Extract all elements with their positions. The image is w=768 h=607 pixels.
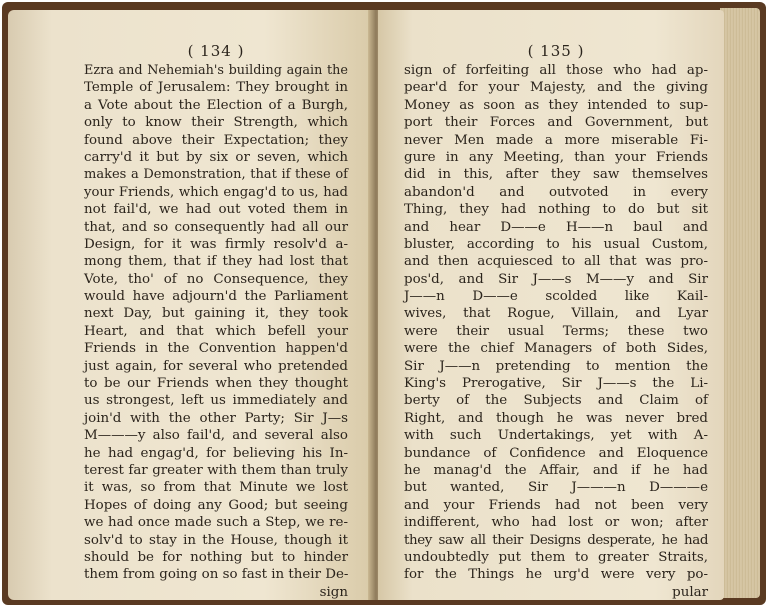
- text-line: port their Forces and Government, but: [404, 115, 708, 131]
- text-line: Hopes of doing any Good; but seeing: [84, 497, 348, 513]
- text-line: J——n D——e scolded like Kail-: [404, 289, 708, 305]
- text-line: next Day, but gaining it, they took: [84, 306, 348, 322]
- text-line: Sir J——n pretending to mention the: [404, 358, 708, 374]
- text-line: sign of forfeiting all those who had ap-: [404, 63, 708, 78]
- text-line: M———y also fail'd, and several also: [84, 428, 348, 444]
- text-line: should be for nothing but to hinder: [84, 549, 348, 565]
- text-line: only to know their Strength, which: [84, 115, 348, 131]
- text-line: we had once made such a Step, we re-: [84, 515, 348, 531]
- page-number-left: ( 134 ): [187, 42, 245, 60]
- text-line: gure in any Meeting, than your Friends: [404, 149, 708, 165]
- text-line: join'd with the other Party; Sir J—s: [84, 410, 348, 426]
- text-line: abandon'd and outvoted in every: [404, 184, 708, 200]
- text-line: us strongest, left us immediately and: [84, 393, 348, 409]
- text-line: undoubtedly put them to greater Straits,: [404, 549, 708, 565]
- right-page: [378, 10, 724, 600]
- text-line: Heart, and that which befell your: [84, 323, 348, 339]
- text-line: for the Things he urg'd were very po-: [404, 567, 708, 583]
- text-line: Vote, tho' of no Consequence, they: [84, 271, 348, 287]
- text-line: not fail'd, we had out voted them in: [84, 202, 348, 218]
- text-line: indifferent, who had lost or won; after: [404, 515, 708, 531]
- text-line: with such Undertakings, yet with A-: [404, 428, 708, 444]
- text-line: they saw all their Designs desperate, he had: [404, 532, 708, 548]
- text-line: Temple of Jerusalem: They brought in: [84, 80, 348, 96]
- text-line: wives, that Rogue, Villain, and Lyar: [404, 306, 708, 322]
- text-line: Money as soon as they intended to sup-: [404, 97, 708, 113]
- text-line: a Vote about the Election of a Burgh,: [84, 97, 348, 113]
- text-line: found above their Expectation; they: [84, 132, 348, 148]
- text-line: Right, and though he was never bred: [404, 410, 708, 426]
- text-line: carry'd it but by six or seven, which: [84, 149, 348, 165]
- catchword: pular: [672, 584, 708, 600]
- text-line: he had engag'd, for believing his In-: [84, 445, 348, 461]
- text-line: mong them, that if they had lost that: [84, 254, 348, 270]
- text-line: did in this, after they saw themselves: [404, 167, 708, 183]
- text-line: Thing, they had nothing to do but sit: [404, 202, 708, 218]
- text-line: your Friends, which engag'd to us, had: [84, 184, 348, 200]
- text-line: just again, for several who pretended: [84, 358, 348, 374]
- text-line: it was, so from that Minute we lost: [84, 480, 348, 496]
- text-line: would have adjourn'd the Parliament: [84, 289, 348, 305]
- text-line: Ezra and Nehemiah's building again the: [84, 63, 348, 78]
- text-line: were their usual Terms; these two: [404, 323, 708, 339]
- text-line: solv'd to stay in the House, though it: [84, 532, 348, 548]
- left-page: [8, 10, 374, 600]
- text-line: pos'd, and Sir J——s M——y and Sir: [404, 271, 708, 287]
- text-line: them from going on so fast in their De-: [84, 567, 349, 583]
- text-line: terest far greater with them than truly: [84, 462, 348, 478]
- text-line: and then acquiesced to all that was pro-: [404, 254, 708, 270]
- text-line: bundance of Confidence and Eloquence: [404, 445, 708, 461]
- text-line: makes a Demonstration, that if these of: [84, 167, 348, 183]
- text-line: to be our Friends when they thought: [84, 376, 348, 392]
- page-number-right: ( 135 ): [527, 42, 585, 60]
- text-line: he manag'd the Affair, and if he had: [404, 462, 708, 478]
- text-line: King's Prerogative, Sir J——s the Li-: [404, 376, 708, 392]
- text-line: Friends in the Convention happen'd: [84, 341, 348, 357]
- text-line: bluster, according to his usual Custom,: [404, 236, 708, 252]
- text-line: and hear D——e H——n baul and: [404, 219, 708, 235]
- text-line: berty of the Subjects and Claim of: [404, 393, 708, 409]
- catchword: sign: [319, 584, 348, 600]
- text-line: pear'd for your Majesty, and the giving: [404, 80, 708, 96]
- page-edges: [720, 8, 760, 598]
- text-line: Design, for it was firmly resolv'd a-: [84, 236, 348, 252]
- right-page-text: [404, 62, 708, 601]
- text-line: were the chief Managers of both Sides,: [404, 341, 708, 357]
- text-line: but wanted, Sir J———n D———e: [404, 480, 708, 496]
- text-line: and your Friends had not been very: [404, 497, 708, 513]
- text-line: that, and so consequently had all our: [84, 219, 348, 235]
- left-page-text: [84, 62, 348, 601]
- text-line: never Men made a more miserable Fi-: [404, 132, 708, 148]
